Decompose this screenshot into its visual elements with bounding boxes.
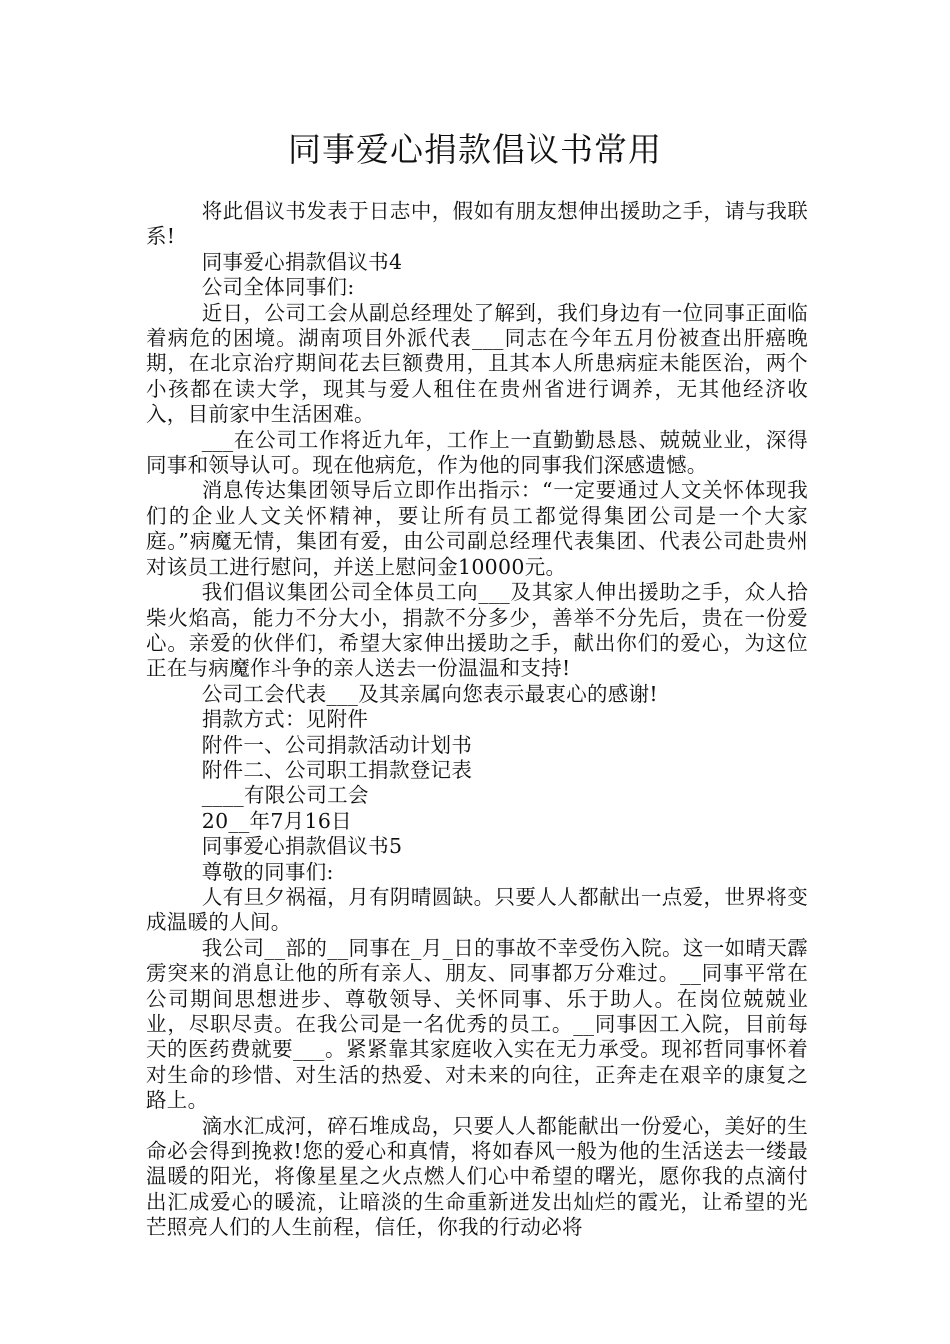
salutation: 公司全体同事们: xyxy=(201,275,355,300)
attachment-2: 附件二、公司职工捐款登记表 xyxy=(201,757,473,782)
paragraph: 消息传达集团领导后立即作出指示：“一定要通过人文关怀体现我们的企业人文关怀精神，要让所有员工都觉得集团公司是一个大家庭。”病魔无情，集团有爱，由公司副总经理代表集团、代表公司赴贵州对该员工进行慰问，并送上慰问金10000元。 xyxy=(146,478,808,579)
attachment-1: 附件一、公司捐款活动计划书 xyxy=(201,732,473,757)
paragraph: 人有旦夕祸福，月有阴晴圆缺。只要人人都献出一点爱，世界将变成温暖的人间。 xyxy=(146,884,808,935)
paragraph: 公司工会代表___及其亲属向您表示最衷心的感谢! xyxy=(201,681,658,706)
section-heading-5: 同事爱心捐款倡议书5 xyxy=(201,834,403,859)
donation-method: 捐款方式：见附件 xyxy=(201,707,369,732)
signature-org: ____有限公司工会 xyxy=(201,783,369,808)
document-body xyxy=(146,199,808,1241)
paragraph: 我公司__部的__同事在_月_日的事故不幸受伤入院。这一如晴天霹雳突来的消息让他的所有亲人、朋友、同事都万分难过。__同事平常在公司期间思想进步、尊敬领导、关怀同事、乐于助人。在岗位兢兢业业，尽职尽责。在我公司是一名优秀的员工。__同事因工入院，目前每天的医药费就要___。紧紧靠其家庭收入实在无力承受。现祁哲同事怀着对生命的珍惜、对生活的热爱、对未来的向往，正奔走在艰辛的康复之路上。 xyxy=(146,935,808,1113)
document-title: 同事爱心捐款倡议书常用 xyxy=(288,130,662,169)
salutation: 尊敬的同事们: xyxy=(201,859,334,884)
paragraph: 我们倡议集团公司全体员工向___及其家人伸出援助之手，众人拾柴火焰高，能力不分大小，捐款不分多少，善举不分先后，贵在一份爱心。亲爱的伙伴们，希望大家伸出援助之手，献出你们的爱心，为这位正在与病魔作斗争的亲人送去一份温温和支持! xyxy=(146,580,808,681)
paragraph: 滴水汇成河，碎石堆成岛，只要人人都能献出一份爱心，美好的生命必会得到挽救!您的爱心和真情，将如春风一般为他的生活送去一缕最温暖的阳光，将像星星之火点燃人们心中希望的曙光，愿你我的点滴付出汇成爱心的暖流，让暗淡的生命重新迸发出灿烂的霞光，让希望的光芒照亮人们的人生前程，信任，你我的行动必将 xyxy=(146,1113,808,1240)
paragraph: ___在公司工作将近九年，工作上一直勤勤恳恳、兢兢业业，深得同事和领导认可。现在他病危，作为他的同事我们深感遗憾。 xyxy=(146,427,808,478)
paragraph: 近日，公司工会从副总经理处了解到，我们身边有一位同事正面临着病危的困境。湖南项目外派代表___同志在今年五月份被查出肝癌晚期，在北京治疗期间花去巨额费用，且其本人所患病症未能医治，两个小孩都在读大学，现其与爱人租住在贵州省进行调养，无其他经济收入，目前家中生活困难。 xyxy=(146,300,808,427)
section-heading-4: 同事爱心捐款倡议书4 xyxy=(201,249,403,274)
paragraph-intro: 将此倡议书发表于日志中，假如有朋友想伸出援助之手，请与我联系! xyxy=(146,199,808,249)
signature-date: 20__年7月16日 xyxy=(201,808,352,833)
